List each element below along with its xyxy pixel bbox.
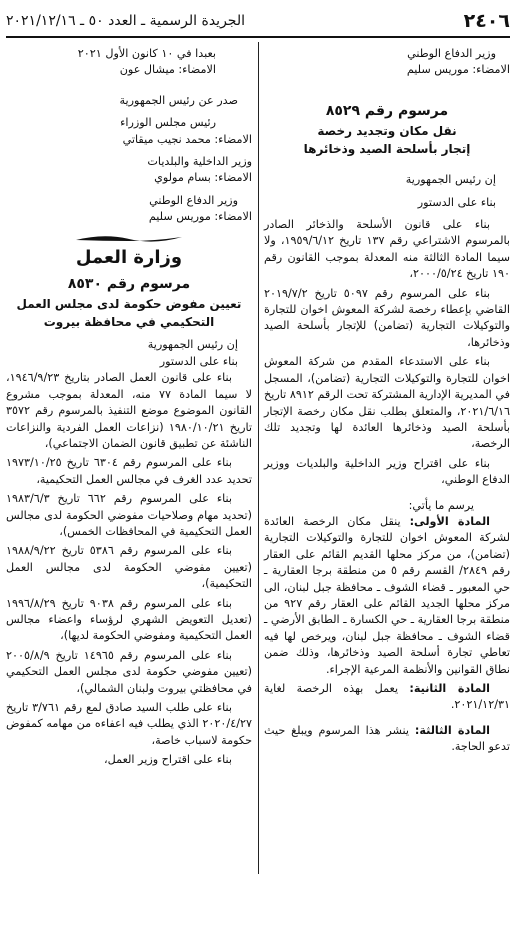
page-header: [6, 8, 510, 34]
article-2-label: المادة الثانية:: [409, 682, 490, 695]
defense-minister-signature-2: الامضاء: موريس سليم: [148, 210, 252, 224]
recital-decree-662: بناء على المرسوم رقم ٦٦٢ تاريخ ١٩٨٣/٦/٣ (تحديد مهام وصلاحيات مفوضي الحكومة لدى مجالس العمل التحكيمية في المحافظات الخمس)،: [6, 492, 252, 538]
president-preamble: إن رئيس الجمهورية: [405, 173, 496, 187]
article-2: [264, 681, 510, 714]
recital-decree-6304: بناء على المرسوم رقم ٦٣٠٤ تاريخ ١٩٧٣/١٠/٢٥ تحديد عدد الغرف في مجالس العمل التحكيمية،: [6, 456, 252, 486]
column-divider: [258, 42, 259, 874]
article-3-text: ينشر هذا المرسوم ويبلغ حيث تدعو الحاجة.: [264, 723, 510, 754]
decree-8529-number: مرسوم رقم ٨٥٢٩: [325, 102, 449, 119]
recital-decree-9038: بناء على المرسوم رقم ٩٠٣٨ تاريخ ١٩٩٦/٨/٢٩ (تعديل التعويض الشهري لرؤساء واعضاء مجالس العمل التحكيمية ومفوضي الحكومة لديها)،: [6, 596, 252, 643]
recital-resignation-request: بناء على طلب السيد صادق لمع رقم ٣/٧٦١ تاريخ ٢٠٢٠/٤/٢٧ الذي يطلب فيه اعفاءه من مهامه كمفوض حكومة لاسباب خاصة،: [6, 701, 252, 747]
article-1-label: المادة الأولى:: [409, 514, 491, 528]
article-3-label: المادة الثالثة:: [414, 723, 490, 737]
recital-labor-law: بناء على قانون العمل الصادر بتاريخ ١٩٤٦/٩/٢٣، لا سيما المادة ٧٧ منه، المعدلة بموجب مشروع القانون الموضوع موضع التنفيذ بالمرسوم رقم ٣٥٧٢ تاريخ ١٩٨٠/١٠/٢١ (نزاعات العمل الفردية والنزاعات الناشئة عن تطبيق قانون الضمان الاجتماعي)،: [6, 371, 252, 450]
section-divider-ornament: [74, 232, 184, 246]
article-1: [264, 514, 510, 678]
left-column: [6, 46, 252, 772]
recital-decree-5386: بناء على المرسوم رقم ٥٣٨٦ تاريخ ١٩٨٨/٩/٢٢ (تعيين مفوضي الحكومة لدى مجالس العمل التحكيمية)،: [6, 544, 252, 591]
decree-8530-title-line-1: تعيين مفوض حكومة لدى مجلس العمل: [16, 297, 242, 312]
recital-weapons-law: بناء على قانون الأسلحة والذخائر الصادر بالمرسوم الاشتراعي رقم ١٣٧ تاريخ ١٩٥٩/٦/١٢، ولا سيما المادة الثالثة منه المعدلة بموجب القانون رقم ١٩٠ تاريخ ٢٠٠٠/٥/٢٤،: [264, 218, 510, 281]
page-number: ٢٤٠٦: [463, 10, 510, 32]
ministry-heading: وزارة العمل: [75, 246, 183, 268]
gazette-header-title: الجريدة الرسمية ـ العدد ٥٠ ـ ٢٠٢١/١٢/١٦: [6, 13, 245, 29]
article-3: [264, 723, 510, 756]
decree-8530-title-line-2: التحكيمي في محافظة بيروت: [43, 315, 215, 330]
prime-minister-role: رئيس مجلس الوزراء: [120, 116, 216, 130]
decree-8529-title-line-1: نقل مكان وتجديد رخصة: [317, 124, 457, 139]
president-preamble-2: إن رئيس الجمهورية: [147, 338, 238, 352]
recital-proposal: بناء على اقتراح وزير الداخلية والبلديات ووزير الدفاع الوطني،: [264, 456, 510, 487]
defense-minister-role-2: وزير الدفاع الوطني: [149, 193, 238, 207]
article-2-text: يعمل بهذه الرخصة لغاية ٢٠٢١/١٢/٣١.: [264, 682, 510, 712]
article-1-text: ينقل مكان الرخصة العائدة لشركة المعوش اخوان للتجارة والتوكيلات التجارية (تضامن)، من مركز محلها القديم القائم على العقار رقم ٢٨٤٩/ القسم رقم ٥ من منطقة برجا العقارية ـ حي المعبور ـ قضاء الشوف ـ محافظة جبل لبنان، الى مركز محلها الجديد القائم على العقار رقم ٩٢٧ من منطقة برجا العقارية ـ حي الكسارة ـ الطابق الأرضي ـ قضاء الشوف ـ محافظة جبل لبنان، ويرخص لها فيه تعاطي تجارة أسلحة الصيد وذخائرها، وذلك ضمن نطاق القوانين والأنظمة المرعية الإجراء.: [264, 514, 510, 676]
recital-application: بناء على الاستدعاء المقدم من شركة المعوش اخوان للتجارة والتوكيلات التجارية (تضامن)، المسجل في المديرية الإدارية المشتركة تحت الرقم ٨٩١٢ تاريخ ٢٠٢١/٦/١٦، والمتعلق بطلب نقل مكان رخصة الإتجار بأسلحة الصيد وذخائرها العائدة لها وتجديد تلك الرخصة،: [264, 355, 510, 451]
decrees-following: يرسم ما يأتي:: [408, 498, 474, 512]
decree-8529-title-line-2: إتجار بأسلحة الصيد وذخائرها: [303, 142, 471, 157]
interior-minister-signature: الامضاء: بسام مولوي: [154, 171, 252, 185]
issued-by-president: صدر عن رئيس الجمهورية: [119, 93, 238, 107]
prime-minister-signature: الامضاء: محمد نجيب ميقاتي: [122, 132, 252, 146]
recital-labor-minister-proposal: بناء على اقتراح وزير العمل،: [104, 753, 232, 767]
interior-minister-role: وزير الداخلية والبلديات: [147, 155, 252, 169]
recital-decree-14965: بناء على المرسوم رقم ١٤٩٦٥ تاريخ ٢٠٠٥/٨/٩ (تعيين مفوضي حكومة لدى مجلس العمل التحكيمي في محافظتي بيروت ولبنان الشمالي)،: [6, 648, 252, 695]
defense-minister-signature: الامضاء: موريس سليم: [406, 63, 510, 77]
defense-minister-role: وزير الدفاع الوطني: [407, 47, 496, 60]
constitution-preamble: بناء على الدستور: [417, 195, 496, 209]
header-rule: [6, 36, 510, 38]
decree-8530-number: مرسوم رقم ٨٥٣٠: [67, 276, 191, 293]
right-column: [264, 46, 510, 759]
president-signature: الامضاء: ميشال عون: [119, 63, 216, 77]
recital-decree-5097: بناء على المرسوم رقم ٥٠٩٧ تاريخ ٢٠١٩/٧/٢ القاضي بإعطاء رخصة لشركة المعوش اخوان للتجارة والتوكيلات التجارية (تضامن) للإتجار بأسلحة الصيد وذخائرها،: [264, 286, 510, 349]
effective-place-date: بعبدا في ١٠ كانون الأول ٢٠٢١: [77, 47, 216, 60]
constitution-preamble-2: بناء على الدستور: [159, 354, 238, 368]
